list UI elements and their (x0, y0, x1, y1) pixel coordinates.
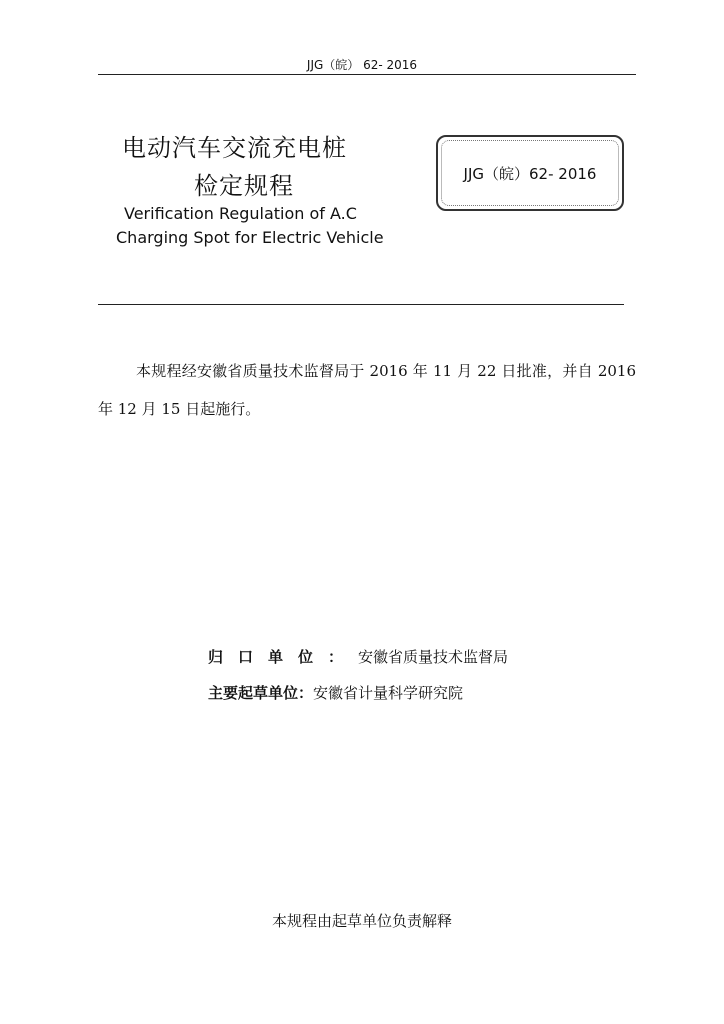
title-chinese-line-2: 检定规程 (194, 172, 294, 200)
title-english-line-1: Verification Regulation of A.C (124, 204, 357, 223)
responsible-unit-value: 安徽省质量技术监督局 (358, 648, 509, 666)
standard-code-box (436, 135, 624, 211)
header-divider (98, 74, 636, 75)
responsible-unit-label: 归口单位： (208, 648, 359, 666)
interpretation-note: 本规程由起草单位负责解释 (271, 912, 452, 930)
drafting-unit-label: 主要起草单位： (208, 684, 314, 702)
drafting-unit-value: 安徽省计量科学研究院 (313, 684, 464, 702)
responsible-unit-row (208, 646, 508, 667)
running-header: JJG（皖） 62- 2016 (306, 58, 418, 72)
approval-statement: 本规程经安徽省质量技术监督局于 2016 年 11 月 22 日批准，并自 2016 年 12 月 15 日起施行。 (98, 362, 636, 418)
title-english-line-2: Charging Spot for Electric Vehicle (116, 228, 384, 247)
standard-code: JJG（皖）62- 2016 (463, 164, 597, 183)
title-divider (98, 304, 624, 305)
title-chinese-line-1: 电动汽车交流充电桩 (122, 134, 347, 162)
drafting-unit-row (208, 682, 463, 703)
